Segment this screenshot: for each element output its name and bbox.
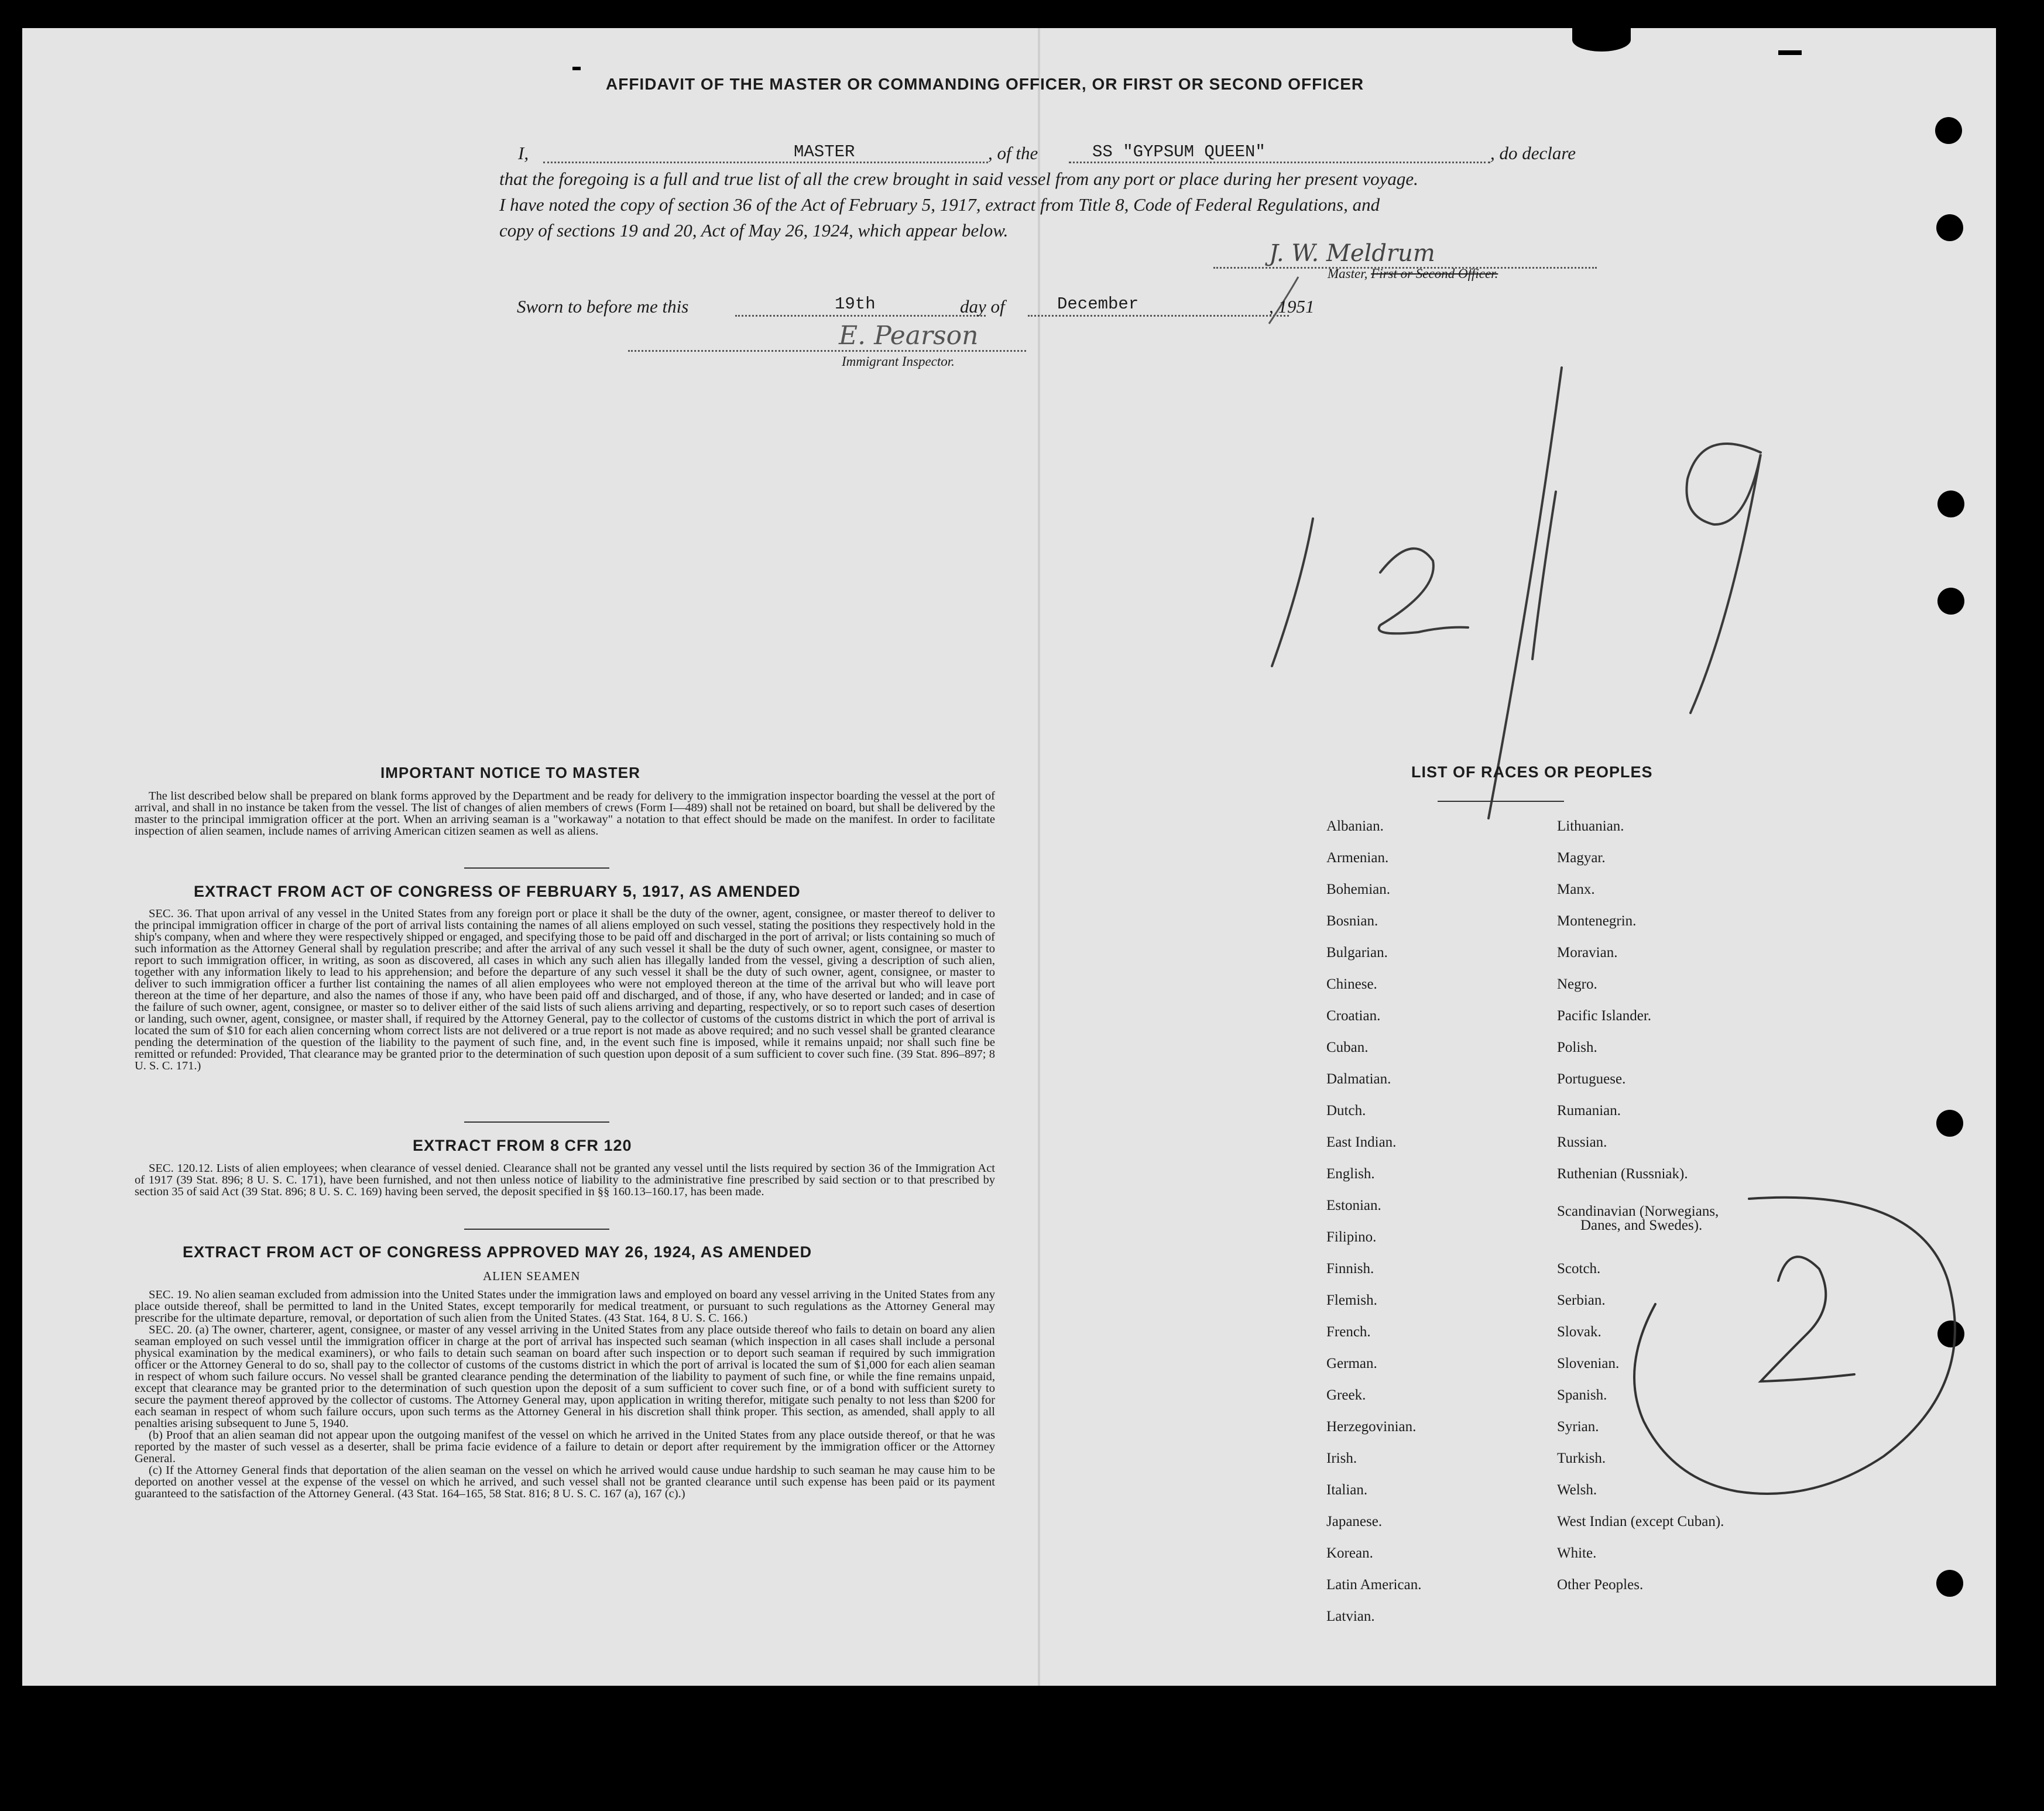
race-item: Scotch. <box>1557 1261 1601 1277</box>
extract-1917-text: SEC. 36. That upon arrival of any vessel in the United States from any foreign port or place it shall be the duty of the owner, agent, consignee, or master thereof to deliver to the principal immigration officer in charge of the port of arrival lists containing the names of all aliens employed on such vessel, stating the positions they respectively hold in the ship's company, when and where they were respectively shipped or engaged, and specifying those to be paid off and discharged in the port of arrival; or lists containing so much of such information as the Attorney General shall by regulation prescribe; and after the arrival of any such vessel it shall be the duty of such owner, agent, consignee, or master to report to such immigration officer, in writing, as soon as discovered, all cases in which any such alien has illegally landed from the vessel, giving a description of such alien, together with any information likely to lead to his apprehension; and before the departure of any such vessel it shall be the duty of such owner, agent, consignee, or master to deliver to such immigration officer a further list containing the names of all alien employees who were not employed thereon at the time of the arrival but who will leave port thereon at the time of her departure, and also the names of those if any, who have been paid off and discharged, and of those, if any, who have deserted or landed; and in case of the failure of such owner, agent, consignee, or master so to deliver either of the said lists of such aliens arriving and departing, respectively, or so to report such cases of desertion or landing, such owner, agent, consignee, or master shall, if required by the Attorney General, pay to the collector of customs of the customs district in which the port of arrival is located the sum of $10 for each alien concerning whom correct lists are not delivered or a true report is not made as above required; and no such vessel shall be granted clearance pending the determination of the question of the liability to the payment of such fine, and, in the event such fine is imposed, while it remains unpaid; nor shall such fine be remitted or refunded: Provided, That clearance may be granted prior to the determination of such question upon deposit of a sum sufficient to cover such fine. (39 Stat. 896–897; 8 U. S. C. 171.) <box>135 907 995 1072</box>
sec-20a-text: SEC. 20. (a) The owner, charterer, agent, consignee, or master of any vessel arriving in the United States from any place outside thereof who fails to detain on board any alien seaman employed on such vessel until the immigration officer in charge at the port of arrival has inspected such seaman (which inspection in all cases shall include a personal physical examination by the medical examiners), or who fails to detain such seaman on board after such inspection or to deport such seaman if required by such immigration officer or the Attorney General to do so, shall pay to the collector of customs of the customs district in which the port of arrival is located the sum of $1,000 for each alien seaman in respect of whom such failure occurs. No vessel shall be granted clearance pending the determination of the liability to payment of such fine, or while the fine remains unpaid, except that clearance may be granted prior to the determination of such question upon the deposit of a sum sufficient to cover such fine, or of a bond with sufficient surety to secure the payment thereof approved by the collector of customs. The Attorney General may, upon application in writing therefor, mitigate such penalty to not less than $200 for each seaman in respect of whom such failure occurs, upon such terms as the Attorney General in his discretion shall think proper. This section, as amended, shall apply to all penalties arising subsequent to June 5, 1940. <box>135 1323 995 1430</box>
extract-1917-body <box>135 908 995 1072</box>
binder-hole <box>1937 588 1964 615</box>
declaration-line-3: copy of sections 19 and 20, Act of May 26, 1924, which appear below. <box>499 220 1009 241</box>
race-item: Albanian. <box>1326 818 1384 834</box>
race-item: Irish. <box>1326 1450 1357 1466</box>
race-item: Portuguese. <box>1557 1071 1626 1087</box>
race-item: Estonian. <box>1326 1198 1381 1213</box>
race-item: Finnish. <box>1326 1261 1374 1277</box>
race-item: English. <box>1326 1166 1375 1182</box>
race-item: Bulgarian. <box>1326 945 1388 961</box>
race-item: Filipino. <box>1326 1229 1377 1245</box>
race-item: Montenegrin. <box>1557 913 1637 929</box>
inspector-signature: E. Pearson <box>839 321 979 351</box>
race-item: Dutch. <box>1326 1103 1366 1119</box>
race-item: West Indian (except Cuban). <box>1557 1514 1724 1529</box>
race-item: Cuban. <box>1326 1040 1369 1055</box>
year-value: , 1951 <box>1269 296 1315 317</box>
month-blank <box>1028 315 1289 317</box>
notice-title: IMPORTANT NOTICE TO MASTER <box>380 764 640 781</box>
race-item: Scandinavian (Norwegians, <box>1557 1203 1719 1219</box>
race-item: Italian. <box>1326 1482 1368 1498</box>
race-item: Latvian. <box>1326 1608 1375 1624</box>
vessel-value: SS "GYPSUM QUEEN" <box>1092 142 1266 162</box>
race-item: Bohemian. <box>1326 882 1391 897</box>
race-item: Slovenian. <box>1557 1356 1620 1371</box>
race-item: Turkish. <box>1557 1450 1606 1466</box>
section-divider <box>464 867 609 869</box>
race-item: Armenian. <box>1326 850 1389 866</box>
races-title-rule <box>1438 801 1564 802</box>
race-item: Pacific Islander. <box>1557 1008 1652 1024</box>
race-item: Chinese. <box>1326 976 1377 992</box>
sec-20c-text: (c) If the Attorney General finds that deportation of the alien seaman on the vessel on which he arrived would cause undue hardship to such seaman he may cause him to be deported on another vessel at the expense of the vessel on which he arrived, and such vessel shall not be granted clearance until such expense has been paid or its payment guaranteed to the satisfaction of the Attorney General. (43 Stat. 164–165, 58 Stat. 816; 8 U. S. C. 167 (a), 167 (c).) <box>135 1464 995 1500</box>
sec-19-text: SEC. 19. No alien seaman excluded from admission into the United States under the immigration laws and employed on board any vessel arriving in the United States from any place outside thereof, shall be permitted to land in the United States, except temporarily for medical treatment, or pursuant to such regulations as the Attorney General may prescribe for the ultimate departure, removal, or deportation of such alien from the United States. (43 Stat. 164, 8 U. S. C. 166.) <box>135 1288 995 1325</box>
extract-cfr-title: EXTRACT FROM 8 CFR 120 <box>413 1137 632 1154</box>
race-item: Croatian. <box>1326 1008 1381 1024</box>
race-item: Welsh. <box>1557 1482 1597 1498</box>
extract-1924-title: EXTRACT FROM ACT OF CONGRESS APPROVED MAY 26, 1924, AS AMENDED <box>183 1243 812 1261</box>
extract-cfr-text: SEC. 120.12. Lists of alien employees; when clearance of vessel denied. Clearance shall not be granted any vessel until the lists required by section 36 of the Immigration Act of 1917 (39 Stat. 896; 8 U. S. C. 171), have been furnished, and not then unless notice of liability to the administrative fine prescribed by said section or to that prescribed by section 35 of said Act (39 Stat. 896; 8 U. S. C. 169) having been served, the deposit specified in §§ 160.13–160.17, has been made. <box>135 1162 995 1198</box>
race-item: Bosnian. <box>1326 913 1378 929</box>
inspector-caption: Immigrant Inspector. <box>842 354 955 369</box>
race-item: White. <box>1557 1545 1597 1561</box>
binder-hole <box>1937 491 1964 517</box>
notice-body <box>135 790 995 837</box>
race-item: Other Peoples. <box>1557 1577 1644 1593</box>
extract-1924-body <box>135 1289 995 1500</box>
signer-caption-master: Master, <box>1328 266 1371 281</box>
races-title: LIST OF RACES OR PEOPLES <box>1411 763 1653 781</box>
month-value: December <box>1057 294 1139 314</box>
race-item: Magyar. <box>1557 850 1606 866</box>
signer-caption <box>1328 266 1498 282</box>
signer-caption-struck: First or Second Officer. <box>1371 266 1498 281</box>
paper-speck <box>1778 50 1802 55</box>
vessel-blank <box>1069 162 1490 163</box>
race-item: French. <box>1326 1324 1371 1340</box>
race-item: East Indian. <box>1326 1134 1397 1150</box>
binder-hole <box>1936 1110 1963 1137</box>
race-item: Latin American. <box>1326 1577 1422 1593</box>
binder-hole <box>1935 117 1962 144</box>
sec-20b-text: (b) Proof that an alien seaman did not appear upon the outgoing manifest of the vessel on which he arrived in the United States from any place outside thereof, or that he was reported by the master of such vessel as a deserter, shall be prima facie evidence of a failure to detain or deport after requirement by the immigration officer or the Attorney General. <box>135 1429 995 1465</box>
race-item: Ruthenian (Russniak). <box>1557 1166 1688 1182</box>
race-item: Serbian. <box>1557 1292 1606 1308</box>
race-item: Greek. <box>1326 1387 1366 1403</box>
section-divider <box>464 1121 609 1123</box>
race-item: Spanish. <box>1557 1387 1607 1403</box>
race-item: Korean. <box>1326 1545 1373 1561</box>
torn-corner <box>1572 28 1631 52</box>
race-item: Negro. <box>1557 976 1597 992</box>
day-blank <box>735 315 986 317</box>
paper-speck <box>572 67 581 70</box>
race-item: German. <box>1326 1356 1377 1371</box>
affidavit-title: AFFIDAVIT OF THE MASTER OR COMMANDING OFFICER, OR FIRST OR SECOND OFFICER <box>606 75 1364 93</box>
notice-body-text: The list described below shall be prepared on blank forms approved by the Department and be ready for delivery to the immigration inspector boarding the vessel at the port of arrival, and shall in no instance be taken from the vessel. The list of changes of alien members of crews (Form I—489) shall not be retained on board, but shall be delivered by the master to the principal immigration officer at the port. When an arriving seaman is a "workaway" a notation to that effect should be made on the manifest. In order to facilitate inspection of alien seamen, include names of arriving American citizen seamen as well as aliens. <box>135 790 995 838</box>
master-value: MASTER <box>794 142 855 162</box>
race-item: Russian. <box>1557 1134 1607 1150</box>
race-item: Slovak. <box>1557 1324 1601 1340</box>
binder-hole <box>1936 214 1963 241</box>
binder-hole <box>1936 1570 1963 1597</box>
document-sheet <box>22 28 1996 1686</box>
race-item: Lithuanian. <box>1557 818 1624 834</box>
master-signature: J. W. Meldrum <box>1269 240 1435 267</box>
handwritten-date <box>1246 338 1772 824</box>
extract-1917-title: EXTRACT FROM ACT OF CONGRESS OF FEBRUARY 5, 1917, AS AMENDED <box>194 883 801 900</box>
of-the-label: , of the <box>988 143 1038 163</box>
declaration-line-2: I have noted the copy of section 36 of the Act of February 5, 1917, extract from Title 8, Code of Federal Regulations, and <box>499 194 1380 215</box>
race-item: Moravian. <box>1557 945 1618 961</box>
day-of-label: day of <box>960 296 1005 317</box>
race-item: Japanese. <box>1326 1514 1383 1529</box>
do-declare-label: , do declare <box>1490 143 1576 163</box>
extract-cfr-body <box>135 1162 995 1198</box>
race-item: Polish. <box>1557 1040 1597 1055</box>
sworn-label: Sworn to before me this <box>517 296 689 317</box>
race-item: Herzegovinian. <box>1326 1419 1417 1435</box>
section-divider <box>464 1229 609 1230</box>
race-item: Flemish. <box>1326 1292 1377 1308</box>
master-blank <box>543 162 988 163</box>
race-item-continuation: Danes, and Swedes). <box>1580 1217 1703 1233</box>
day-value: 19th <box>835 294 876 314</box>
extract-1924-subtitle: ALIEN SEAMEN <box>483 1269 581 1283</box>
race-item: Dalmatian. <box>1326 1071 1391 1087</box>
declaration-line-1: that the foregoing is a full and true list of all the crew brought in said vessel from any port or place during her present voyage. <box>499 169 1418 189</box>
affidavit-i-label: I, <box>518 143 529 163</box>
race-item: Manx. <box>1557 882 1595 897</box>
handwritten-date-strokes <box>1246 338 1772 824</box>
race-item: Syrian. <box>1557 1419 1599 1435</box>
race-item: Rumanian. <box>1557 1103 1621 1119</box>
page-fold <box>1038 28 1040 1686</box>
